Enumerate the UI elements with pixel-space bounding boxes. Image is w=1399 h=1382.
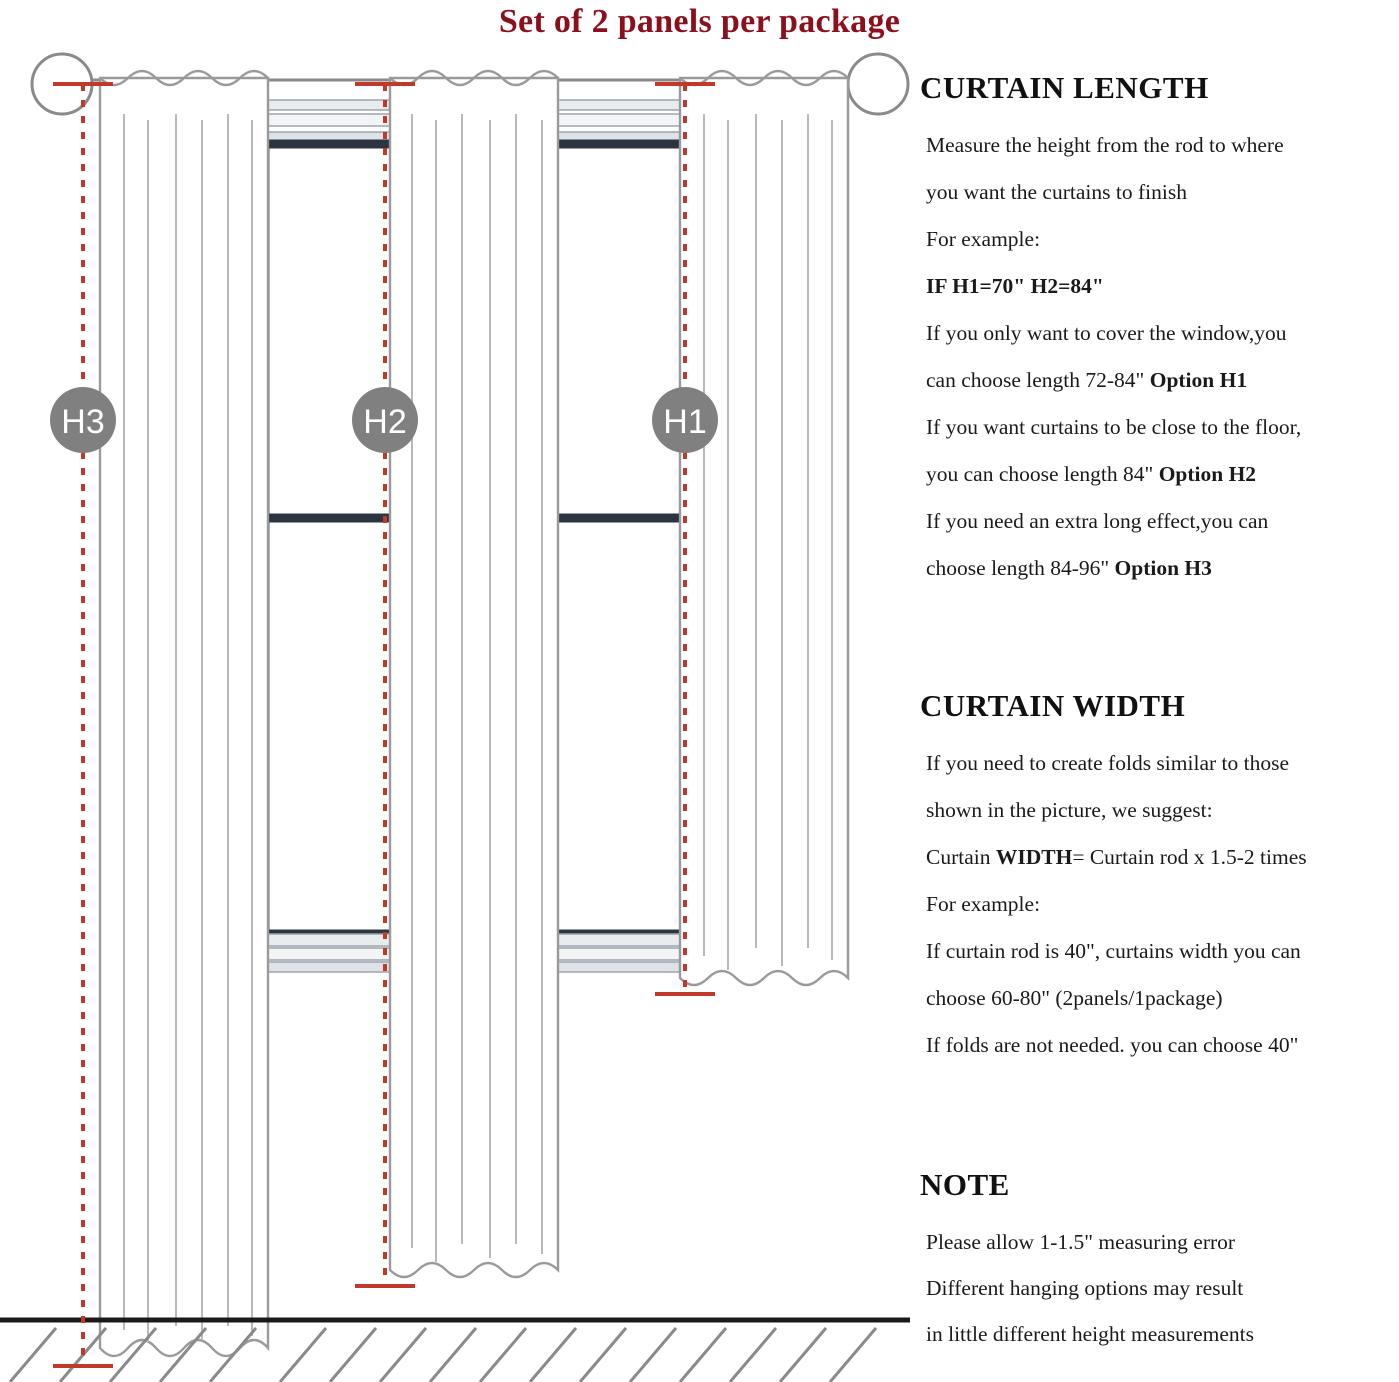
length-line-6-text: can choose length 72-84" xyxy=(926,368,1150,392)
curtain-length-heading: CURTAIN LENGTH xyxy=(920,70,1209,105)
note-line-1: Please allow 1-1.5" measuring error xyxy=(926,1230,1236,1254)
label-bubble-h3 xyxy=(50,387,116,453)
width-line-1: If you need to create folds similar to those xyxy=(926,751,1290,775)
length-line-10 xyxy=(926,545,1390,592)
note-heading: NOTE xyxy=(920,1167,1010,1202)
curtain-panel-h2 xyxy=(390,71,558,1277)
option-h1-label: Option H1 xyxy=(1149,368,1248,392)
length-line-1: Measure the height from the rod to where xyxy=(926,133,1284,157)
width-line-5: If curtain rod is 40", curtains width you can xyxy=(926,939,1301,963)
instructions-column xyxy=(920,70,1390,1357)
note-body xyxy=(926,1219,1390,1357)
curtain-diagram xyxy=(0,48,910,1382)
length-line-8 xyxy=(926,451,1390,498)
curtain-panel-h1 xyxy=(680,71,848,985)
svg-text:H1: H1 xyxy=(663,403,707,441)
option-h2-label: Option H2 xyxy=(1158,462,1257,486)
length-line-3: For example: xyxy=(926,227,1041,251)
width-line-3 xyxy=(926,834,1390,881)
width-line-6: choose 60-80" (2panels/1package) xyxy=(926,986,1223,1010)
curtain-panel-h3 xyxy=(100,71,268,1356)
length-line-2: you want the curtains to finish xyxy=(926,180,1187,204)
length-line-5: If you only want to cover the window,you xyxy=(926,321,1287,345)
note-line-2: Different hanging options may result xyxy=(926,1276,1244,1300)
width-line-7: If folds are not needed. you can choose 40" xyxy=(926,1033,1299,1057)
length-line-7: If you want curtains to be close to the floor, xyxy=(926,415,1302,439)
label-bubble-h2 xyxy=(352,387,418,453)
svg-text:H3: H3 xyxy=(61,403,105,441)
label-bubble-h1 xyxy=(652,387,718,453)
curtain-width-body xyxy=(926,740,1390,1069)
page-title: Set of 2 panels per package xyxy=(498,3,901,40)
width-line-2: shown in the picture, we suggest: xyxy=(926,798,1213,822)
length-line-8-text: you can choose length 84" xyxy=(926,462,1159,486)
width-line-3-pre: Curtain xyxy=(926,845,996,869)
curtain-length-body xyxy=(926,122,1390,592)
length-line-4: IF H1=70" H2=84" xyxy=(926,274,1104,298)
option-h3-label: Option H3 xyxy=(1114,556,1212,580)
svg-text:H2: H2 xyxy=(363,403,407,441)
length-line-6 xyxy=(926,357,1390,404)
width-keyword: WIDTH xyxy=(995,845,1073,869)
width-line-4: For example: xyxy=(926,892,1041,916)
length-line-9: If you need an extra long effect,you can xyxy=(926,509,1269,533)
length-line-10-text: choose length 84-96" xyxy=(926,556,1115,580)
note-line-3: in little different height measurements xyxy=(926,1322,1254,1346)
curtain-width-heading: CURTAIN WIDTH xyxy=(920,688,1186,723)
width-line-3-post: = Curtain rod x 1.5-2 times xyxy=(1072,845,1307,869)
